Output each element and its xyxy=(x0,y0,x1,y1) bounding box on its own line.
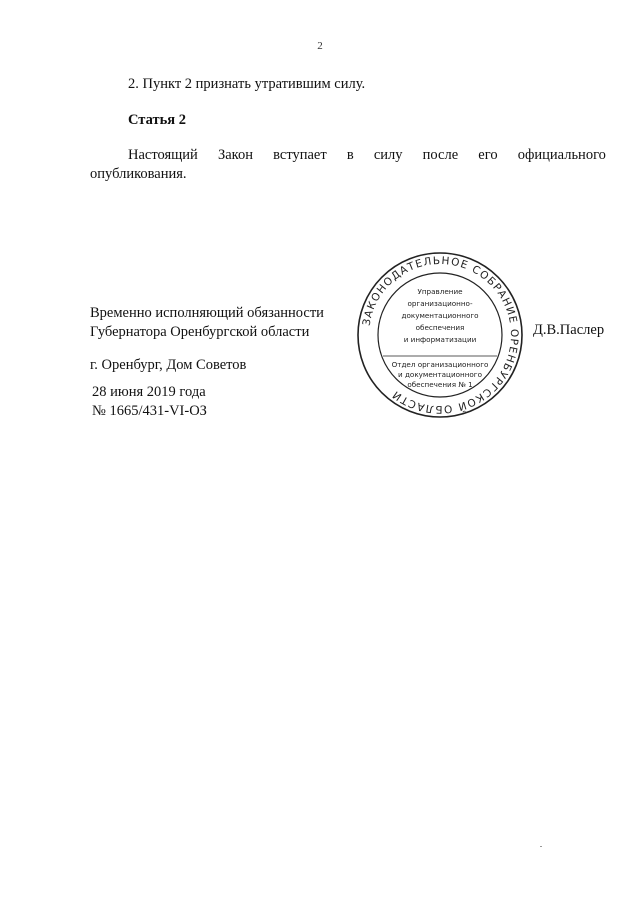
date-block xyxy=(92,383,207,421)
signer-title-line-2: Губернатора Оренбургской области xyxy=(90,324,310,340)
paragraph-word: силу xyxy=(373,147,403,163)
signer-name: Д.В.Паслер xyxy=(533,322,605,338)
paragraph-word: официального xyxy=(517,147,606,163)
seal-center-line: обеспечения xyxy=(415,323,465,332)
signer-title xyxy=(90,304,324,342)
seal-bottom-line: обеспечения № 1 xyxy=(407,380,473,389)
law-number: № 1665/431-VI-ОЗ xyxy=(92,403,207,419)
seal-ring-text: ЗАКОНОДАТЕЛЬНОЕ СОБРАНИЕ ОРЕНБУРГСКОЙ ОБЛАСТИ xyxy=(360,254,521,416)
seal-center-line: Управление xyxy=(417,287,463,296)
scan-speck xyxy=(540,846,542,847)
signing-place: г. Оренбург, Дом Советов xyxy=(90,357,247,373)
paragraph-word: Настоящий xyxy=(128,147,198,163)
paragraph-word: в xyxy=(346,147,354,163)
page-number: 2 xyxy=(317,40,323,52)
seal-center-line: документационного xyxy=(401,311,479,320)
item-2-text: 2. Пункт 2 признать утратившим силу. xyxy=(128,76,366,92)
seal-bottom-line: и документационного xyxy=(398,370,482,379)
paragraph-second-line: опубликования. xyxy=(90,166,187,182)
paragraph-first-line xyxy=(90,146,606,165)
signing-date: 28 июня 2019 года xyxy=(92,384,206,400)
paragraph-word: его xyxy=(478,147,498,163)
paragraph-word: после xyxy=(422,147,459,163)
seal-bottom-line: Отдел организационного xyxy=(391,360,489,369)
article-paragraph xyxy=(90,146,606,184)
official-seal xyxy=(355,250,525,420)
paragraph-word: вступает xyxy=(273,147,327,163)
paragraph-word: Закон xyxy=(217,147,253,163)
seal-center-line: и информатизации xyxy=(403,335,477,344)
seal-center-line: организационно- xyxy=(407,299,473,308)
article-heading: Статья 2 xyxy=(128,112,186,128)
signer-title-line-1: Временно исполняющий обязанности xyxy=(90,305,324,321)
